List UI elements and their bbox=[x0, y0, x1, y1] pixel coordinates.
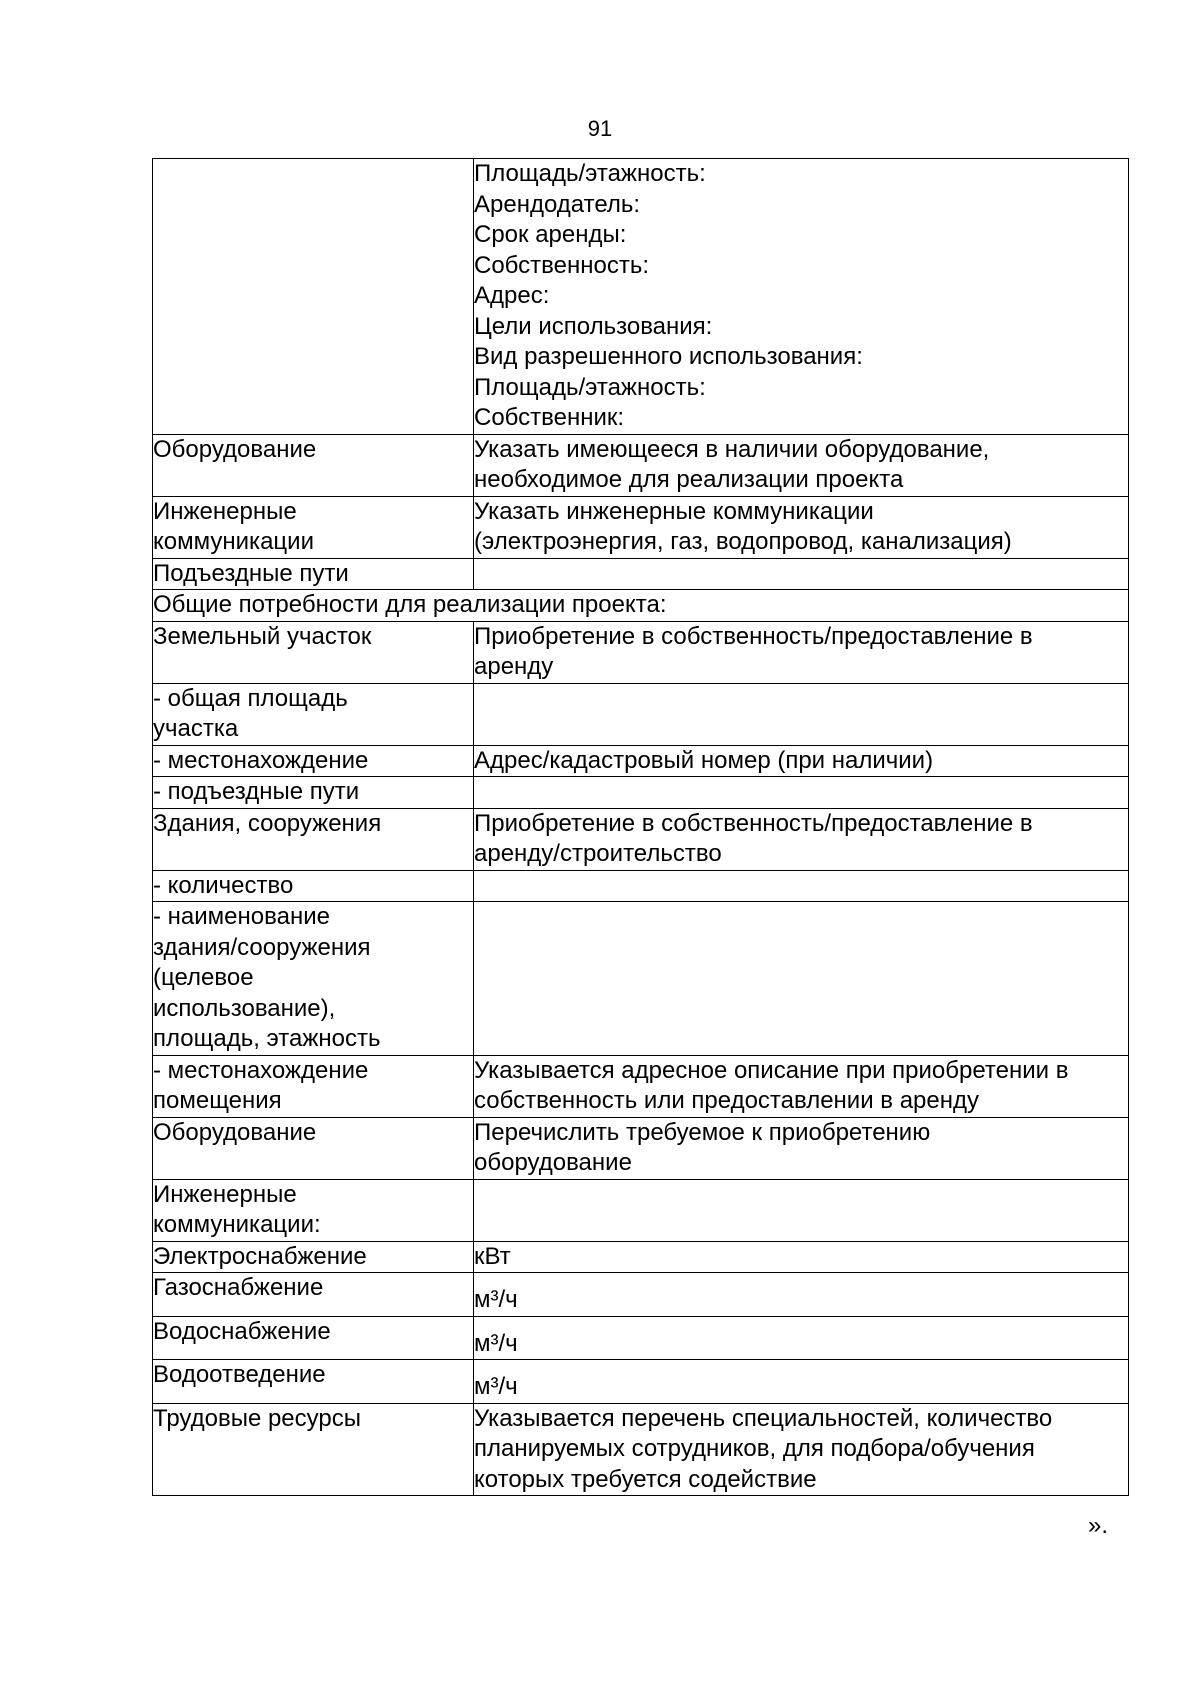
table-cell-left bbox=[153, 902, 474, 1056]
table-cell-left bbox=[153, 1241, 474, 1273]
table-row bbox=[153, 808, 1129, 870]
table-row bbox=[153, 1273, 1129, 1317]
table-cell-left bbox=[153, 870, 474, 902]
table-cell-right bbox=[474, 777, 1129, 809]
cell-line: планируемых сотрудников, для подбора/обучения bbox=[474, 1435, 1035, 1462]
cell-line: площадь, этажность bbox=[153, 1025, 381, 1052]
cell-line: Площадь/этажность: bbox=[474, 373, 706, 401]
cell-line: Собственность: bbox=[474, 251, 649, 279]
section-heading: Общие потребности для реализации проекта: bbox=[153, 590, 1129, 622]
table-row bbox=[153, 745, 1129, 777]
cell-line: Собственник: bbox=[474, 404, 625, 431]
cell-line: Водоотведение bbox=[153, 1361, 326, 1388]
cell-line: - наименование bbox=[153, 903, 330, 930]
table-body bbox=[153, 159, 1129, 1496]
table-cell-left bbox=[153, 745, 474, 777]
closing-quote-mark: ». bbox=[1088, 1512, 1109, 1539]
cell-line: м³/ч bbox=[474, 1286, 518, 1313]
table-row bbox=[153, 159, 1129, 435]
table-row bbox=[153, 1055, 1129, 1117]
cell-line: (целевое bbox=[153, 964, 254, 991]
requirements-table bbox=[152, 158, 1129, 1496]
cell-line: - количество bbox=[153, 871, 294, 899]
cell-line: Перечислить требуемое к приобретению bbox=[474, 1118, 931, 1146]
table-row bbox=[153, 434, 1129, 496]
table-cell-left bbox=[153, 683, 474, 745]
cell-line: - подъездные пути bbox=[153, 778, 360, 805]
cell-line: Арендодатель: bbox=[474, 190, 641, 218]
cell-line: оборудование bbox=[474, 1149, 632, 1176]
table-cell-left bbox=[153, 434, 474, 496]
cell-line: м³/ч bbox=[474, 1329, 518, 1357]
table-cell-right bbox=[474, 496, 1129, 558]
cell-line: которых требуется содействие bbox=[474, 1465, 817, 1493]
table-cell-left bbox=[153, 1273, 474, 1317]
table-cell-right bbox=[474, 683, 1129, 745]
table-cell-right bbox=[474, 621, 1129, 683]
cell-line: коммуникации: bbox=[153, 1211, 321, 1238]
cell-line: Земельный участок bbox=[153, 622, 372, 650]
cell-line: Газоснабжение bbox=[153, 1274, 324, 1301]
table-row bbox=[153, 621, 1129, 683]
table-row bbox=[153, 1403, 1129, 1496]
table-row bbox=[153, 1316, 1129, 1360]
cell-line: аренду/строительство bbox=[474, 840, 722, 867]
table-row bbox=[153, 496, 1129, 558]
cell-line: м³/ч bbox=[474, 1373, 518, 1400]
table-cell-right bbox=[474, 1403, 1129, 1496]
table-row bbox=[153, 902, 1129, 1056]
table-cell-right bbox=[474, 1273, 1129, 1317]
cell-line: Срок аренды: bbox=[474, 221, 627, 248]
cell-line: - местонахождение bbox=[153, 1056, 369, 1084]
cell-line: Подъездные пути bbox=[153, 559, 349, 587]
table-row bbox=[153, 1241, 1129, 1273]
cell-line: Площадь/этажность: bbox=[474, 160, 706, 187]
cell-line: Оборудование bbox=[153, 435, 317, 463]
cell-line: Трудовые ресурсы bbox=[153, 1404, 361, 1432]
table-cell-left bbox=[153, 558, 474, 590]
cell-line: Приобретение в собственность/предоставление в bbox=[474, 809, 1033, 837]
cell-line: Указать имеющееся в наличии оборудование, bbox=[474, 435, 990, 463]
table-cell-right bbox=[474, 902, 1129, 1056]
cell-line: - местонахождение bbox=[153, 746, 369, 774]
section-heading-row bbox=[153, 590, 1129, 622]
table-cell-left bbox=[153, 1403, 474, 1496]
cell-line: Здания, сооружения bbox=[153, 809, 382, 837]
cell-line: (электроэнергия, газ, водопровод, канализация) bbox=[474, 528, 1012, 555]
cell-line: - общая площадь bbox=[153, 684, 348, 712]
table-row bbox=[153, 1360, 1129, 1404]
cell-line: Цели использования: bbox=[474, 312, 713, 340]
table-cell-right bbox=[474, 558, 1129, 590]
table-cell-right bbox=[474, 1360, 1129, 1404]
cell-line: Адрес/кадастровый номер (при наличии) bbox=[474, 746, 934, 774]
cell-line: здания/сооружения bbox=[153, 933, 371, 961]
table-cell-left bbox=[153, 1055, 474, 1117]
table-cell-right bbox=[474, 1316, 1129, 1360]
table-cell-left bbox=[153, 159, 474, 435]
table-cell-right bbox=[474, 1241, 1129, 1273]
cell-line: использование), bbox=[153, 994, 336, 1022]
table-cell-right bbox=[474, 1179, 1129, 1241]
table-row bbox=[153, 683, 1129, 745]
table-cell-right bbox=[474, 808, 1129, 870]
table-cell-left bbox=[153, 496, 474, 558]
cell-line: Инженерные bbox=[153, 1180, 297, 1208]
cell-line: собственность или предоставлении в аренду bbox=[474, 1087, 980, 1114]
table-row bbox=[153, 1179, 1129, 1241]
table-cell-left bbox=[153, 1179, 474, 1241]
table-row bbox=[153, 777, 1129, 809]
cell-line: коммуникации bbox=[153, 528, 314, 555]
cell-line: Оборудование bbox=[153, 1118, 317, 1146]
page-number: 91 bbox=[587, 116, 613, 141]
cell-line: аренду bbox=[474, 653, 554, 680]
cell-line: кВт bbox=[474, 1242, 511, 1270]
cell-line: необходимое для реализации проекта bbox=[474, 466, 904, 493]
cell-line: Инженерные bbox=[153, 497, 297, 525]
table-row bbox=[153, 870, 1129, 902]
cell-line: Указывается адресное описание при приобретении в bbox=[474, 1056, 1069, 1084]
cell-line: Приобретение в собственность/предоставление в bbox=[474, 622, 1033, 650]
table-cell-left bbox=[153, 808, 474, 870]
cell-line: участка bbox=[153, 715, 239, 742]
table-cell-left bbox=[153, 1316, 474, 1360]
table-cell-right bbox=[474, 434, 1129, 496]
cell-line: помещения bbox=[153, 1087, 282, 1114]
table-cell-right bbox=[474, 159, 1129, 435]
table-cell-left bbox=[153, 1360, 474, 1404]
cell-line: Водоснабжение bbox=[153, 1317, 331, 1345]
table-cell-left bbox=[153, 621, 474, 683]
table-cell-left bbox=[153, 1117, 474, 1179]
table-cell-right bbox=[474, 1055, 1129, 1117]
table-cell-left bbox=[153, 777, 474, 809]
cell-line: Указывается перечень специальностей, количество bbox=[474, 1404, 1053, 1432]
table-cell-right bbox=[474, 1117, 1129, 1179]
table-cell-right bbox=[474, 870, 1129, 902]
table-row bbox=[153, 1117, 1129, 1179]
cell-line: Указать инженерные коммуникации bbox=[474, 497, 874, 525]
cell-line: Адрес: bbox=[474, 282, 550, 309]
cell-line: Вид разрешенного использования: bbox=[474, 343, 863, 370]
table-cell-right bbox=[474, 745, 1129, 777]
cell-line: Электроснабжение bbox=[153, 1242, 367, 1270]
table-row bbox=[153, 558, 1129, 590]
